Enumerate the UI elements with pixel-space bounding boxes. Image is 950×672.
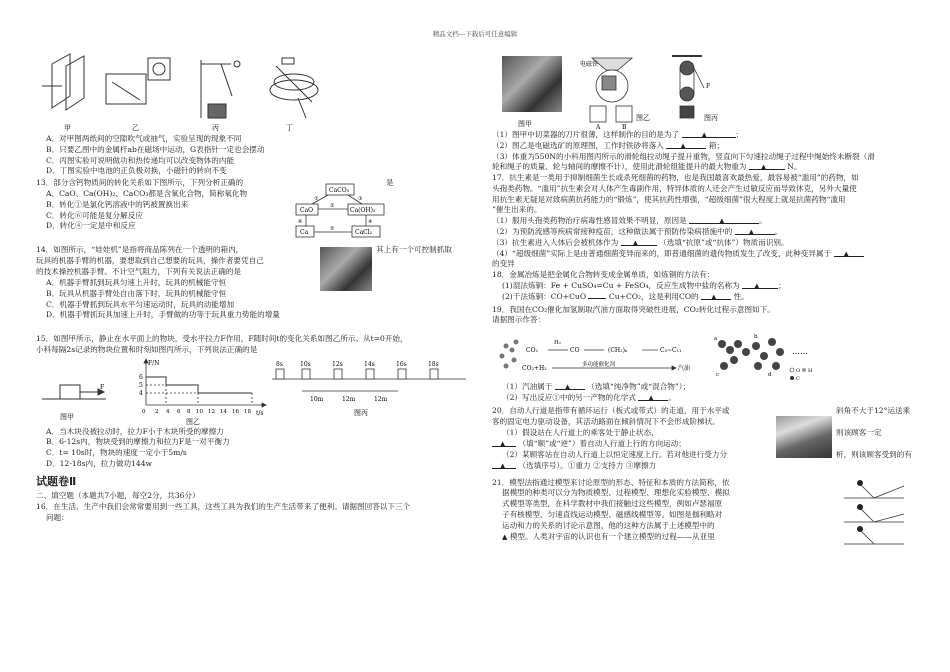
q18-sub2-blank[interactable] <box>701 292 731 300</box>
q19-gasoline: 汽油 <box>678 365 691 373</box>
fig15-xticks <box>142 409 251 415</box>
fig15-c-time-18s: 18s <box>428 360 439 368</box>
fig16-bing-drawing <box>672 56 704 118</box>
q13-box-ca: Ca <box>300 229 309 237</box>
q21 <box>492 478 922 548</box>
fig-jia-drawing <box>42 54 84 110</box>
q12-option-d: D．丁图实验中电池的正负极对换，小磁针的转向不变 <box>46 166 227 176</box>
fig15-t-label: t/s <box>256 409 264 417</box>
q16-text1: 16．在生活，生产中我们会常常要用到一些工具，这些工具为我们的生产生活带来了便利。请据图回答以下三个 <box>36 502 411 512</box>
q17-sub2-marker: ▲ <box>748 228 755 237</box>
q19-chem-h2: H₂ <box>554 340 562 347</box>
ball-icon <box>857 480 863 486</box>
q20-line5 <box>502 450 922 461</box>
q13-num-3: ③ <box>358 196 363 203</box>
q13-num-1: ① <box>314 196 319 203</box>
q13-num-4: ④ <box>368 219 373 226</box>
q12-option-c: C．丙图实验可说明做功和热传递均可以改变物体的内能 <box>46 155 235 165</box>
q19-diagram-svg <box>492 326 922 382</box>
fig16-label-yi: 图乙 <box>636 114 650 122</box>
fig15-jia <box>42 385 106 399</box>
q18-sub1-marker: ▲ <box>754 281 760 290</box>
q17-sub4b: 的变异 <box>492 259 515 269</box>
q13-num-6: ⑥ <box>298 219 303 226</box>
q15-option-d: D．12-18s内，拉力做功144w <box>46 459 153 469</box>
q19-sub1-marker: ▲ <box>564 383 571 392</box>
q19-sub2: （2）写出反应①中的另一产物的化学式 ▲ 。 <box>502 392 676 402</box>
q15-option-c: C．t= 10s时，物块的速度一定小于5m/s <box>46 448 187 458</box>
fig15-xtick-6: 6 <box>177 408 181 415</box>
q20-sub1-marker: ▲ <box>500 439 506 448</box>
q19-chem-co: CO <box>570 347 580 355</box>
fig15-c-time-12s: 12s <box>332 360 343 368</box>
q13-option-b: B．转化①是氯化钙溶液中的钙被置换出来 <box>46 199 189 209</box>
fig-bing-drawing <box>201 60 240 118</box>
fig12-label-ding: 丁 <box>286 124 293 132</box>
q17-line2: 头孢类药物。“滥用”抗生素会对人体产生毒副作用，特异体质的人还会产生过敏反应而导致休克，另外大量使 <box>492 183 857 193</box>
fig16-box-b: B <box>622 124 627 130</box>
q15-option-a: A．当木块没被拉动时，拉力F小于木块所受的摩擦力 <box>46 426 224 436</box>
q19-sub2-blank[interactable] <box>638 393 668 401</box>
q19-label-a: a <box>714 336 718 343</box>
q14-text2: 玩具的机器手臂的机器，要想取到自己想要的玩具，操作者要凭自己 <box>36 256 264 266</box>
q13-options <box>36 189 276 232</box>
q16-sub2-text: （2）图乙是电磁选矿的原理图，工作时铁砂将落入 <box>492 140 664 150</box>
q16-sub2 <box>492 141 922 152</box>
left-column <box>36 52 466 524</box>
q20-line5-tail: 析，则该顾客受到的有 <box>836 449 912 459</box>
fig15-label-jia: 图甲 <box>60 412 74 421</box>
q14-option-b: B．玩具从机器手臂处自由落下时，玩具的机械能守恒 <box>46 288 227 298</box>
q19-line1: 19．我国在CO₂催化加氢制取汽油方面取得突破性进展，CO₂转化过程示意图如下。 <box>492 304 775 314</box>
q16-sub3b-line <box>492 162 922 173</box>
q19-ellipsis: …… <box>792 347 808 357</box>
q14-text1: 14．如图所示，“娃娃机”是指将商品陈列在一个透明的箱内， <box>36 245 244 255</box>
q17-sub3-marker: ▲ <box>632 238 639 247</box>
fig12-label-yi: 乙 <box>132 124 139 132</box>
q19-label-c: c <box>716 372 720 379</box>
co2-molecules <box>500 340 519 369</box>
q12-option-b: B．只要乙图中的金属杆ab在磁场中运动，G表指针一定也会摆动 <box>46 144 265 154</box>
q13-option-a: A．CaO、Ca(OH)₂、CaCO₃都是含氧化合物，简称氧化物 <box>46 189 248 199</box>
ball-icon <box>857 504 863 510</box>
q15-figures-svg <box>36 357 466 427</box>
fig15-c-time-16s: 16s <box>396 360 407 368</box>
q19-legend-o: O <box>796 368 801 375</box>
q13-box-cacl2: CaCl₂ <box>355 229 373 237</box>
q13-num-2: ② <box>330 203 335 210</box>
q14-options <box>36 278 466 321</box>
q16-sub3-blank[interactable] <box>749 162 785 170</box>
q13-box-caco3: CaCO₃ <box>329 187 350 195</box>
fig15-xtick-0: 0 <box>142 408 146 415</box>
q19-diagram <box>492 326 922 382</box>
q16-figures <box>492 52 922 130</box>
q14 <box>36 245 466 333</box>
q18-sub2-marker: ▲ <box>711 292 717 301</box>
q12-figure <box>36 52 466 134</box>
legend-h-icon <box>802 368 806 372</box>
q13-option-c: C．转化⑥可能是复分解反应 <box>46 210 143 220</box>
q17-line4: ”催生出来的。 <box>492 205 542 215</box>
fig15-ytick-5: 5 <box>139 381 143 389</box>
q19-sub1-text: （1）汽油属于 <box>502 382 553 392</box>
q13-stem-tail: 是 <box>386 178 394 188</box>
q17-sub4-blank[interactable] <box>834 249 864 257</box>
q15-text1: 15．如图甲所示，静止在水平面上的物块，受水平拉力F作用，F随时间t的变化关系如图乙所示。从t=0开始， <box>36 334 408 344</box>
fig15-ytick-6: 6 <box>139 373 143 381</box>
q20-line3 <box>502 428 922 439</box>
q16-sub1: （1）图甲中切菜器的刀片很薄，这样制作的目的是为了 ▲ ； <box>492 130 744 139</box>
q17-sub2-text: （2）为预防流感等疾病常接种疫苗，这种做法属于预防传染病措施中的 <box>492 227 733 237</box>
q16-text2: 问题： <box>46 512 69 522</box>
q20-line1 <box>492 406 922 417</box>
q21-line2: 据模型的种类可以分为物质模型、过程模型、理想化实验模型、模拟 <box>502 488 730 498</box>
q19-sub2-text: （2）写出反应①中的另一产物的化学式 <box>502 392 636 402</box>
q14-option-c: C．机器手臂抓到玩具水平匀速运动时，玩具的动能增加 <box>46 299 235 309</box>
fig15-c-dist-10m: 10m <box>310 395 324 403</box>
q20-line4-text: （填“顺”或“逆”）着自动人行道上行的方向运动； <box>518 438 686 448</box>
ball-icon <box>857 526 863 532</box>
q16-sub1-blank[interactable] <box>682 130 736 138</box>
q18-line1: 18．金属冶炼是把金属化合物转变成金属单质，如炼铜的方法有： <box>492 270 715 280</box>
q20-line2: 客的固定电力驱动设备，其活动路面在倾斜情况下不会形成阶梯状。 <box>492 416 720 426</box>
q19-catalyst: 多功能催化剂 <box>582 362 616 369</box>
q17-sub1-text: （1）服用头孢类药物治疗病毒性感冒效果不明显，原因是 <box>492 216 687 226</box>
q21-line5-text: 运动和力的关系的讨论示意图，他的这种方法属于上述模型中的 <box>502 520 715 530</box>
q15-text2: 小科每隔2s记录的物块位置和时刻如图丙所示，下列说法正确的是 <box>36 344 258 354</box>
fig15-xtick-18: 18 <box>244 408 251 415</box>
fig16-pulley-f: F <box>706 83 711 90</box>
q19-chem-co2h2: CO₂+H₂ <box>522 365 547 373</box>
q12-option-a: A．对甲图两纸间的空隙吹气或抽气，实验呈现的现象不同 <box>46 134 242 143</box>
q16-sub2-marker: ▲ <box>680 141 686 150</box>
fig15-c-time-8s: 8s <box>276 360 283 368</box>
fig12-label-bing: 丙 <box>212 124 219 132</box>
fig15-xtick-10: 10 <box>196 408 203 415</box>
q15 <box>36 334 466 356</box>
fig15-xtick-12: 12 <box>208 408 215 415</box>
q13-option-d: D．转化④一定是中和反应 <box>46 221 136 231</box>
q20-line3-tail: 则该顾客一定 <box>836 427 882 437</box>
q19-label-b: b <box>754 334 758 341</box>
q20-sub2-marker: ▲ <box>500 461 506 470</box>
q17-sub1-blank[interactable] <box>689 216 759 224</box>
q18-line2-text: (1)湿法炼铜：Fe + CuSO₄=Cu + FeSO₄，反应生成物中盐的名称为 <box>502 280 740 290</box>
fig-yi-drawing <box>106 58 170 104</box>
fig16-box-a: A <box>596 124 601 130</box>
q17-sub3-tail: （选填“抗原”或“抗体”）物质而识别。 <box>659 237 789 247</box>
fig15-xtick-2: 2 <box>155 408 159 415</box>
q17-line3: 用抗生素无疑是对致病菌抗药能力的“锻炼”，使其抗药性增强，“超级细菌”很大程度上就是抗菌药物“滥用 <box>492 194 846 204</box>
q13-box-cao: CaO <box>300 207 314 215</box>
q12-options <box>36 134 466 177</box>
q16-sub3-marker: ▲ <box>760 163 767 172</box>
q16-sub3-tail: N。 <box>787 162 802 172</box>
q17-sub4-text: （4）“超级细菌”实际上是由普通细菌变异而来的，即普通细菌的遗传物质发生了改变，此种变异属于 <box>492 248 832 258</box>
q15-option-b: B．6-12s内，物块受到的摩擦力和拉力F是一对平衡力 <box>46 437 230 447</box>
q16-sub2-blank[interactable] <box>666 141 706 149</box>
q20-sub1-blank[interactable] <box>492 439 516 447</box>
q14-text1b: 其上有一个可控制抓取 <box>376 245 452 255</box>
fig15-ytick-4: 4 <box>139 389 143 397</box>
q12-figure-svg <box>36 52 336 134</box>
q13 <box>36 178 466 244</box>
q13-diagram <box>292 182 392 242</box>
right-column <box>492 52 922 548</box>
fig15-xtick-4: 4 <box>166 408 170 415</box>
fig15-c-time-10s: 10s <box>300 360 311 368</box>
q17-sub3-blank[interactable] <box>621 238 657 246</box>
q21-blank-marker[interactable]: ▲ <box>502 532 508 541</box>
q19-chem-ch2n: (CH₂)ₙ <box>608 347 628 355</box>
q17-sub4 <box>492 249 922 260</box>
q20-line4 <box>492 439 686 450</box>
fig15-jia-f: F <box>100 383 105 391</box>
q17-sub3-text: （3）抗生素进入人体后会被机体作为 <box>492 237 619 247</box>
fig15-label-bing: 图丙 <box>354 408 368 417</box>
fig-ding-drawing <box>270 58 318 118</box>
q19-label-d: d <box>768 372 772 379</box>
galileo-ramps-diagram <box>844 478 914 548</box>
q19-chem-c5c11: C₅~C₁₁ <box>660 347 682 355</box>
q13-stem <box>36 178 466 189</box>
q18-line3 <box>492 292 922 303</box>
fig15-c-dist-12m-a: 12m <box>342 395 356 403</box>
q20-line6 <box>492 461 656 472</box>
q16-sub2-tail: 箱； <box>708 140 724 150</box>
q18-line3-text-c: 性。 <box>733 291 749 301</box>
claw-machine-photo <box>320 247 372 291</box>
q14-option-a: A．机器手臂抓到玩具匀速上升时，玩具的机械能守恒 <box>46 278 227 288</box>
q17-para <box>492 173 922 216</box>
q20-line1-tail: 斜角不大于12°运送乘 <box>836 405 911 415</box>
q17-sub4-marker: ▲ <box>843 249 849 258</box>
fig15-c-dist-12m-b: 12m <box>374 395 388 403</box>
fig16-electromagnet-label: 电磁铁 <box>580 61 599 68</box>
q19-legend-c: C <box>796 376 800 383</box>
q20-line6-text: （选填序号）。①重力 ②支持力 ③摩擦力 <box>518 460 657 470</box>
q19-legend-h: H <box>808 368 813 375</box>
q17-sub1: （1）服用头孢类药物治疗病毒性感冒效果不明显，原因是 ▲ 。 <box>492 216 767 226</box>
q21-line3: 式模型等类型，在科学教材中我们接触过这些模型，例如卢瑟福原 <box>502 499 723 509</box>
q21-line1: 21．模型法指通过模型来讨论原型的形态、特征和本质的方法简称，依 <box>492 477 730 487</box>
q19-line2: 请据图示作答： <box>492 315 546 325</box>
fill-in-title: 二、填空题（本题共7小题，每空2分，共36分） <box>36 491 200 501</box>
fig16-label-jia: 图甲 <box>518 120 532 128</box>
hydrocarbon-molecules <box>718 338 784 370</box>
q16-sub1-text: （1）图甲中切菜器的刀片很薄，这样制作的目的是为了 <box>492 130 680 139</box>
q14-line1 <box>36 245 466 256</box>
fig15-xtick-8: 8 <box>187 408 191 415</box>
q13-stem-text: 13．部分含钙物质间的转化关系如下图所示，下列分析正确的 <box>36 178 244 188</box>
q19-sub1 <box>492 382 922 393</box>
q14-option-d: D．机器手臂抓玩具加速上升时，手臂做的功等于玩具重力势能的增量 <box>46 310 280 320</box>
q17-sub3 <box>492 238 922 249</box>
fig15-bing-track <box>272 369 466 391</box>
q20 <box>492 406 922 478</box>
q17-sub2-blank[interactable] <box>735 227 775 235</box>
q19-sub1-blank[interactable] <box>555 382 585 390</box>
section-2-title: 试题卷Ⅱ <box>36 474 77 488</box>
fig12-label-jia: 甲 <box>64 124 71 132</box>
fig15-xtick-16: 16 <box>232 408 239 415</box>
q16-sub1-marker: ▲ <box>701 131 707 139</box>
q16-sub3a: （3）体重为550N的小科用图丙所示的滑轮组拉动绳子提升重物，竖直向下匀速拉动绳子过程中绳始终未断裂（滑 <box>492 151 875 161</box>
q19-sub2-marker: ▲ <box>648 393 654 402</box>
q19-sub1-tail: （选填“纯净物”或“混合物”）； <box>587 382 691 392</box>
q14-text3: 的技术操控机器手臂。不计空气阻力，下列有关说法正确的是 <box>36 267 242 277</box>
fig15-c-time-14s: 14s <box>364 360 375 368</box>
q20-line1-text: 20．自动人行道是指带有循环运行（板式或带式）的走道，用于水平或 <box>492 405 730 415</box>
heat-arrow-icon <box>588 294 606 299</box>
page-header: 精品文档---下载后可任意编辑 <box>432 30 518 38</box>
fig15-f-label: F/N <box>148 359 160 367</box>
q16-figures-svg <box>492 52 922 130</box>
q21-line4: 子有核模型、匀速直线运动模型、磁感线模型等。如图是伽利略对 <box>502 509 723 519</box>
moving-walkway-photo <box>776 416 832 458</box>
q20-line3-text: （1）假设站在人行道上的乘客处于静止状态， <box>502 427 659 437</box>
legend-c-icon <box>790 376 794 380</box>
q18-line2: (1)湿法炼铜：Fe + CuSO₄=Cu + FeSO₄，反应生成物中盐的名称为 ▲ ； <box>502 280 786 290</box>
q18-sub1-blank[interactable] <box>742 281 778 289</box>
q17-sub2: （2）为预防流感等疾病常接种疫苗，这种做法属于预防传染病措施中的 ▲ 。 <box>492 227 783 237</box>
q16-sub3b-text: 轮和绳子的质量、轮与轴间的摩擦不计），使用此滑轮组能提升的最大物重为 <box>492 162 747 172</box>
legend-o-icon <box>790 368 794 372</box>
q18-line3-text-b: Cu+CO₂，这是利用CO的 <box>608 291 699 301</box>
q19-chem-co2: CO₂ <box>526 347 538 355</box>
q13-num-5: ⑤ <box>330 226 335 233</box>
fig15-xtick-14: 14 <box>220 408 227 415</box>
fig16-label-bing: 图丙 <box>704 114 718 122</box>
q18-line3-text-a: (2)干法炼铜：CO+CuO <box>502 291 587 301</box>
q20-sub2-blank[interactable] <box>492 461 516 469</box>
fig15-label-yi: 图乙 <box>186 417 200 426</box>
q15-options <box>36 427 466 470</box>
q13-box-caoh2: Ca(OH)₂ <box>350 207 376 215</box>
q17-line1: 17．抗生素是一类用于抑制细菌生长或杀死细菌的药物，也是我国最喜欢最热爱，最容易被“滥用”的药物，如 <box>492 173 859 183</box>
q15-figures <box>36 357 466 427</box>
q17-sub1-marker: ▲ <box>719 217 725 226</box>
q21-line6-text: 模型。人类对宇宙的认识也有一个建立模型的过程——从亚里 <box>509 531 715 541</box>
fig15-yi-axes <box>144 359 266 407</box>
q20-line5-text: （2）某顾客站在自动人行道上以恒定速度上行。若对他进行受力分 <box>502 449 728 459</box>
